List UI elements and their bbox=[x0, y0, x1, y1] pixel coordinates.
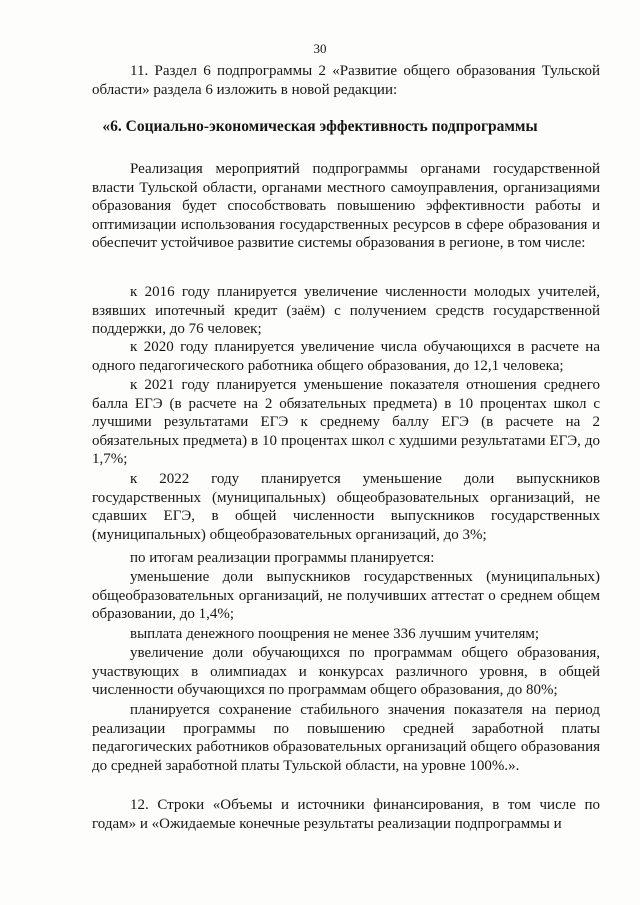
paragraph-bonus: выплата денежного поощрения не менее 336 лучшим учителям; bbox=[130, 626, 540, 642]
paragraph-item-11: 11. Раздел 6 подпрограммы 2 «Развитие общего образования Тульской области» раздела 6 изложить в новой редакции: bbox=[92, 63, 600, 98]
paragraph-2022: к 2022 году планируется уменьшение доли выпускников государственных (муниципальных) общеобразовательных организаций, не сдавших ЕГЭ, в общей численности выпускников государственных (муниципальных) общеобразовательных организаций, до 3%; bbox=[92, 471, 600, 543]
paragraph-graduates: уменьшение доли выпускников государственных (муниципальных) общеобразовательных организаций, не получивших аттестат о среднем общем образовании, до 1,4%; bbox=[92, 569, 600, 623]
paragraph-salary: планируется сохранение стабильного значения показателя на период реализации программы по повышению средней заработной платы педагогических работников образовательных организаций общего образования до средней заработной платы Тульской области, на уровне 100%.». bbox=[92, 702, 600, 774]
paragraph-2016: к 2016 году планируется увеличение численности молодых учителей, взявших ипотечный кредит (заём) с получением средств государственной поддержки, до 76 человек; bbox=[92, 284, 600, 338]
section-heading: «6. Социально-экономическая эффективность подпрограммы bbox=[102, 118, 538, 135]
page-number: 30 bbox=[313, 41, 327, 56]
paragraph-2021: к 2021 году планируется уменьшение показателя отношения среднего балла ЕГЭ (в расчете на 2 обязательных предмета) в 10 процентах школ с лучшими результатами ЕГЭ к среднему баллу ЕГЭ (в расчете на 2 обязательных предмета) в 10 процентах школ с худшими результатами ЕГЭ, до 1,7%; bbox=[92, 377, 600, 468]
paragraph-program-results: по итогам реализации программы планируется: bbox=[130, 550, 435, 566]
paragraph-item-12: 12. Строки «Объемы и источники финансирования, в том числе по годам» и «Ожидаемые конечные результаты реализации подпрограммы и bbox=[92, 797, 600, 832]
paragraph-intro: Реализация мероприятий подпрограммы органами государственной власти Тульской области, органами местного самоуправления, организациями образования будет способствовать повышению эффективности работы и оптимизации использования государственных ресурсов в сфере образования и обеспечит устойчивое развитие системы образования в регионе, в том числе: bbox=[92, 161, 600, 252]
paragraph-olympiads: увеличение доли обучающихся по программам общего образования, участвующих в олимпиадах и конкурсах различного уровня, в общей численности обучающихся по программам общего образования, до 80%; bbox=[92, 645, 600, 699]
paragraph-2020: к 2020 году планируется увеличение числа обучающихся в расчете на одного педагогического работника общего образования, до 12,1 человека; bbox=[92, 339, 600, 374]
